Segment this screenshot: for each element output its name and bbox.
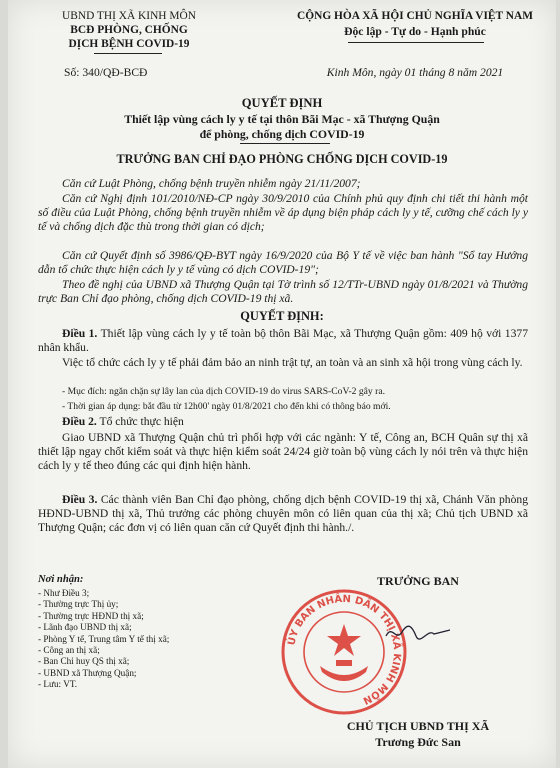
decision-title: QUYẾT ĐỊNH (241, 96, 323, 110)
document-number: Số: 340/QĐ-BCĐ (64, 66, 148, 79)
article-1 (38, 327, 528, 355)
issuing-authority: TRƯỞNG BAN CHỈ ĐẠO PHÒNG CHỐNG DỊCH COVID-19 (116, 152, 448, 166)
article-1-purpose-text: - Mục đích: ngăn chặn sự lây lan của dịch COVID-19 do virus SARS-CoV-2 gây ra. (62, 386, 385, 397)
nation-motto: Độc lập - Tự do - Hạnh phúc (344, 25, 486, 38)
basis-ministry-decision (38, 249, 528, 277)
recipient-item: - Thường trực Thị ủy; (38, 599, 119, 610)
subject-underline (240, 143, 330, 144)
issuer-block (44, 10, 214, 51)
decision-subject-line2: để phòng, chống dịch COVID-19 (199, 127, 365, 141)
recipient-item: - Thường trực HĐND thị xã; (38, 610, 144, 621)
article-1-text: Thiết lập vùng cách ly y tế toàn bộ thôn Bãi Mạc, xã Thượng Quận gồm: 409 hộ với 1377 nhân khẩu. (38, 327, 528, 355)
article-1-paragraph-text: Việc tổ chức cách ly y tế phải đảm bảo an ninh trật tự, an toàn và an sinh xã hội trong vùng cách ly. (62, 356, 523, 369)
document-page (8, 0, 556, 768)
recipient-item: - UBND xã Thượng Quận; (38, 667, 137, 678)
issuer-line3: DỊCH BỆNH COVID-19 (68, 37, 190, 50)
recipients-list (38, 588, 169, 691)
signer-role: TRƯỞNG BAN (377, 574, 459, 588)
article-2-label: Điều 2. (62, 415, 97, 428)
article-1-duration-text: - Thời gian áp dụng: bắt đầu từ 12h00' ngày 01/8/2021 cho đến khi có thông báo mới. (62, 401, 391, 412)
article-3-text: Các thành viên Ban Chỉ đạo phòng, chống dịch bệnh COVID-19 thị xã, Chánh Văn phòng HĐND-UBND thị xã, Thủ trưởng các phòng chuyên môn có liên quan của thị xã; Chủ tịch UBND xã Thượng Quận; các đơn vị có liên quan căn cứ Quyết định thi hành./. (38, 493, 528, 535)
article-3 (38, 493, 528, 536)
basis-decree-text: Căn cứ Nghị định 101/2010/NĐ-CP ngày 30/9/2010 của Chính phủ quy định chi tiết thi hành một số điều của Luật Phòng, chống bệnh truyền nhiễm về áp dụng biện pháp cách ly y tế, cưỡng chế cách ly y tế và chống dịch đặc thù trong thời gian có dịch; (38, 192, 528, 234)
article-2-paragraph (38, 431, 528, 474)
recipient-item: - Công an thị xã; (38, 645, 100, 656)
article-2-paragraph-text: Giao UBND xã Thượng Quận chủ trì phối hợp với các ngành: Y tế, Công an, BCH Quân sự thị xã thiết lập ngay chốt kiểm soát và thực hiện kiểm soát 24/24 giờ toàn bộ vùng cách ly nói trên và thực hiện cách ly y tế theo đúng các qui định hiện hành. (38, 431, 528, 473)
recipient-item: - Ban Chỉ huy QS thị xã; (38, 656, 130, 667)
basis-law-text: Căn cứ Luật Phòng, chống bệnh truyền nhiễm ngày 21/11/2007; (62, 177, 361, 190)
issuer-line1: UBND THỊ XÃ KINH MÔN (62, 10, 196, 22)
article-1-duration (62, 401, 532, 413)
issuer-line2: BCĐ PHÒNG, CHỐNG (70, 23, 188, 36)
recipient-item: - Như Điều 3; (38, 588, 90, 598)
article-1-purpose (62, 386, 532, 398)
article-1-label: Điều 1. (62, 327, 98, 340)
article-2-text: Tổ chức thực hiện (99, 415, 184, 428)
motto-underline (348, 42, 484, 43)
signer-name: Trương Đức San (375, 735, 461, 749)
basis-proposal (38, 278, 528, 306)
recipient-item: - Lãnh đạo UBND thị xã; (38, 622, 132, 633)
official-seal-icon (280, 588, 408, 716)
svg-text:ỦY BAN NHÂN DÂN THỊ XÃ KINH MÔ: ỦY BAN NHÂN DÂN THỊ XÃ KINH MÔN (286, 593, 403, 706)
issuer-underline (94, 53, 162, 54)
decision-subject-line1: Thiết lập vùng cách ly y tế tại thôn Bãi Mạc - xã Thượng Quận (124, 112, 440, 126)
decision-section-heading: QUYẾT ĐỊNH: (240, 309, 324, 323)
recipients-label: Nơi nhận: (38, 574, 84, 585)
article-2 (38, 415, 528, 429)
article-3-label: Điều 3. (62, 493, 98, 506)
basis-decree (38, 192, 528, 235)
signer-title: CHỦ TỊCH UBND THỊ XÃ (346, 719, 490, 733)
article-1-paragraph (38, 356, 528, 370)
handwritten-signature-icon (384, 622, 454, 644)
basis-proposal-text: Theo đề nghị của UBND xã Thượng Quận tại Tờ trình số 12/TTr-UBND ngày 01/8/2021 và Thường trực Ban Chỉ đạo phòng, chống dịch COVID-19 thị xã. (38, 278, 528, 306)
basis-law (38, 177, 528, 191)
recipient-item: - Lưu: VT. (38, 679, 78, 690)
nation-title: CỘNG HÒA XÃ HỘI CHỦ NGHĨA VIỆT NAM (297, 10, 533, 22)
recipient-item: - Phòng Y tế, Trung tâm Y tế thị xã; (38, 633, 170, 644)
place-date: Kinh Môn, ngày 01 tháng 8 năm 2021 (326, 66, 504, 79)
basis-ministry-decision-text: Căn cứ Quyết định số 3986/QĐ-BYT ngày 16/9/2020 của Bộ Y tế về việc ban hành "Sổ tay Hướng dẫn tổ chức thực hiện cách ly y tế vùng có dịch COVID-19"; (38, 249, 528, 277)
